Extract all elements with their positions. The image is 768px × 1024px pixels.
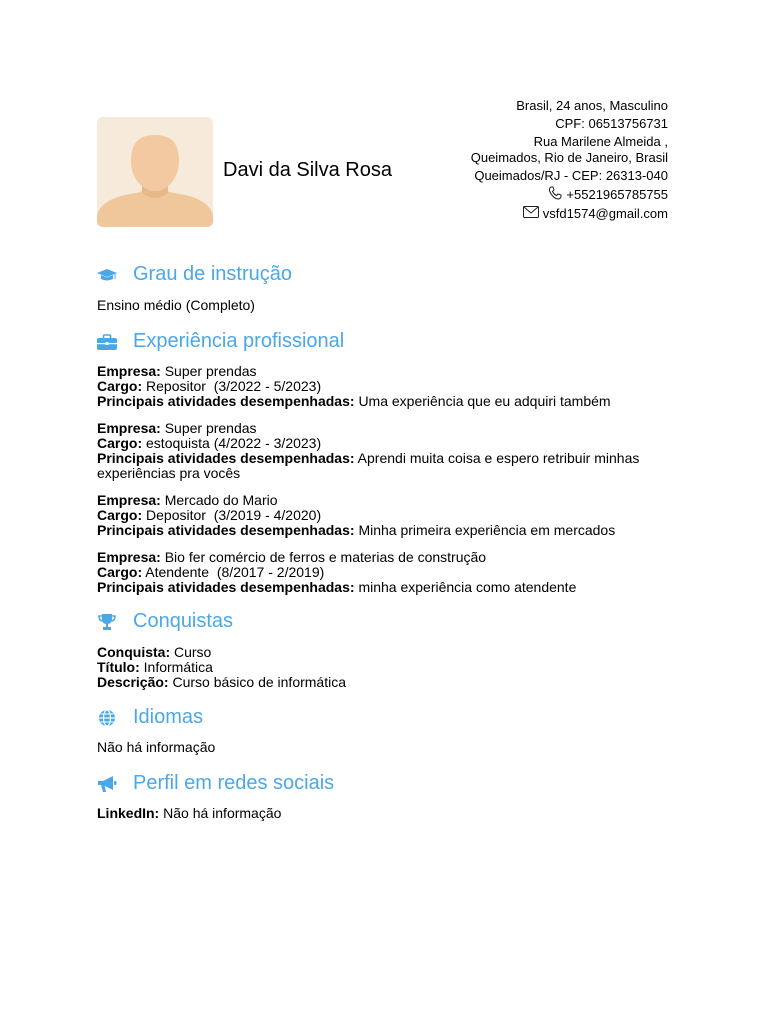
briefcase-icon xyxy=(97,332,117,352)
trophy-icon xyxy=(97,612,117,632)
avatar xyxy=(97,117,213,227)
company: Super prendas xyxy=(164,363,257,379)
section-social-title xyxy=(97,772,334,795)
cpf: CPF: 06513756731 xyxy=(555,116,668,131)
graduation-cap-icon xyxy=(97,265,117,285)
email-line xyxy=(468,206,668,222)
activities: Minha primeira experiência em mercados xyxy=(358,522,616,538)
country-age-gender: Brasil, 24 anos, Masculino xyxy=(516,98,668,113)
experience-item: Empresa: Bio fer comércio de ferros e materias de construção Cargo: Atendente (8/2017 - 2/2019) Principais atividades desempenhadas: minha experiência como atendente xyxy=(97,549,577,595)
phone-number: +5521965785755 xyxy=(566,187,668,202)
globe-icon xyxy=(97,708,117,728)
linkedin-value: Não há informação xyxy=(163,805,282,821)
section-experience-label: Experiência profissional xyxy=(133,330,345,352)
candidate-name: Davi da Silva Rosa xyxy=(223,159,392,181)
section-achievements-label: Conquistas xyxy=(133,610,234,632)
achievement-item: Conquista: Curso Título: Informática Descrição: Curso básico de informática xyxy=(97,644,347,690)
city-cep: Queimados/RJ - CEP: 26313-040 xyxy=(474,168,668,183)
activities: Uma experiência que eu adquiri também xyxy=(358,393,611,409)
section-education-label: Grau de instrução xyxy=(133,263,292,285)
phone-icon xyxy=(548,186,562,204)
languages-text: Não há informação xyxy=(97,739,216,755)
company: Mercado do Mario xyxy=(164,492,278,508)
company: Bio fer comércio de ferros e materias de construção xyxy=(164,549,487,565)
experience-item: Empresa: Mercado do Mario Cargo: Depositor (3/2019 - 4/2020) Principais atividades desempenhadas: Minha primeira experiência em mercados xyxy=(97,492,616,538)
contact-info xyxy=(468,98,668,224)
section-achievements-title xyxy=(97,610,233,633)
linkedin-label: LinkedIn: xyxy=(97,805,160,821)
achievement-description: Curso básico de informática xyxy=(172,674,347,690)
role: estoquista (4/2022 - 3/2023) xyxy=(146,435,322,451)
role: Depositor (3/2019 - 4/2020) xyxy=(146,507,322,523)
experience-item: Empresa: Super prendas Cargo: Repositor (3/2022 - 5/2023) Principais atividades desempenhadas: Uma experiência que eu adquiri também xyxy=(97,363,611,409)
phone-line xyxy=(468,186,668,204)
achievement-title: Informática xyxy=(143,659,213,675)
section-languages-title xyxy=(97,706,203,729)
role: Repositor (3/2022 - 5/2023) xyxy=(146,378,322,394)
experience-list xyxy=(97,364,677,607)
activities: minha experiência como atendente xyxy=(358,579,577,595)
email-address: vsfd1574@gmail.com xyxy=(542,206,668,221)
section-languages-label: Idiomas xyxy=(133,706,204,728)
education-text: Ensino médio (Completo) xyxy=(97,297,255,313)
activities: Aprendi muita coisa e espero retribuir minhas experiências pra vocês xyxy=(97,450,640,481)
address: Rua Marilene Almeida , Queimados, Rio de Janeiro, Brasil xyxy=(470,134,668,165)
role: Atendente (8/2017 - 2/2019) xyxy=(145,564,325,580)
experience-item: Empresa: Super prendas Cargo: estoquista (4/2022 - 3/2023) Principais atividades desempenhadas: Aprendi muita coisa e espero retribuir minhas experiências pra vocês xyxy=(97,420,640,481)
megaphone-icon xyxy=(97,774,117,794)
section-social-label: Perfil em redes sociais xyxy=(133,772,335,794)
social-item xyxy=(97,806,677,821)
achievement-name: Curso xyxy=(174,644,212,660)
section-experience-title xyxy=(97,330,344,353)
company: Super prendas xyxy=(164,420,257,436)
envelope-icon xyxy=(523,206,539,222)
section-education-title xyxy=(97,263,292,286)
